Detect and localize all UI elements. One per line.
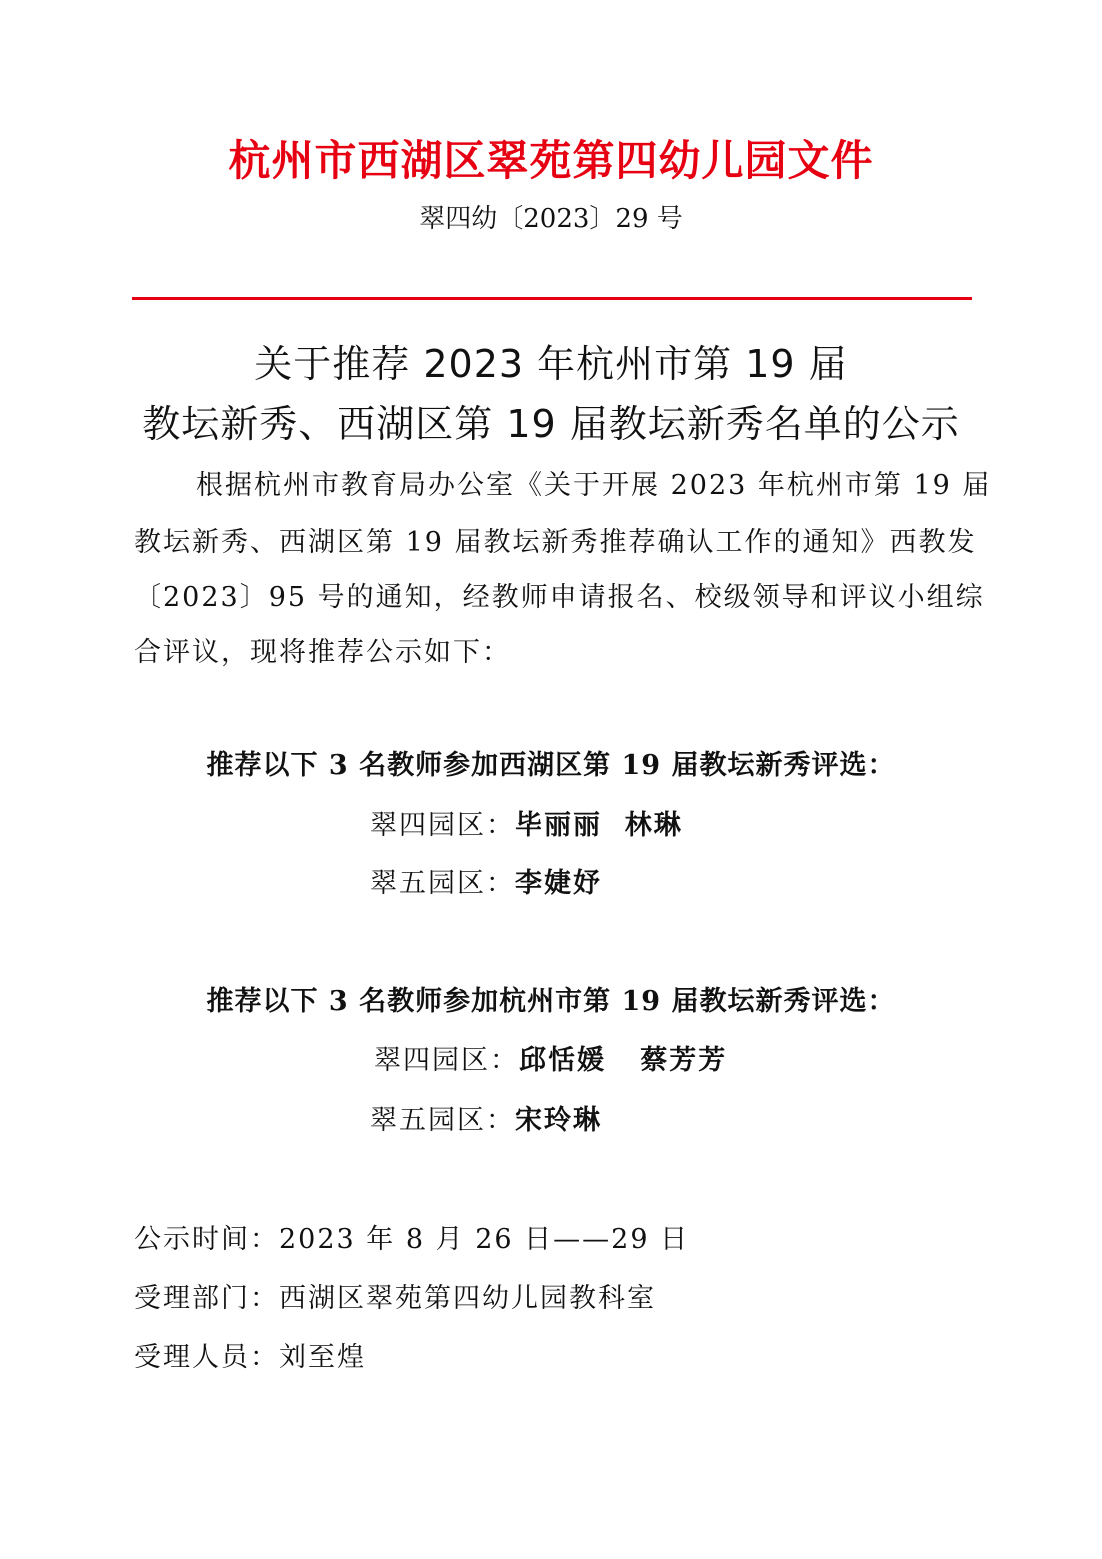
notice-title-line-1: 关于推荐 2023 年杭州市第 19 届 <box>254 342 848 386</box>
teacher-names: 毕丽丽 林琳 <box>515 810 683 841</box>
handling-department: 受理部门：西湖区翠苑第四幼儿园教科室 <box>134 1283 656 1314</box>
org-title: 杭州市西湖区翠苑第四幼儿园文件 <box>228 136 874 185</box>
section-heading-hangzhou: 推荐以下 3 名教师参加杭州市第 19 届教坛新秀评选： <box>206 986 896 1017</box>
publicity-period: 公示时间：2023 年 8 月 26 日——29 日 <box>134 1224 690 1255</box>
red-divider <box>132 297 972 300</box>
document-number: 翠四幼〔2023〕29 号 <box>419 204 683 234</box>
handling-person: 受理人员：刘至煌 <box>134 1342 366 1373</box>
teacher-names: 李婕妤 <box>515 868 602 899</box>
campus-row <box>374 1043 727 1079</box>
campus-row <box>370 808 683 844</box>
body-paragraph-line: 合评议，现将推荐公示如下： <box>134 637 511 668</box>
campus-label: 翠四园区： <box>370 810 515 841</box>
notice-title-line-2: 教坛新秀、西湖区第 19 届教坛新秀名单的公示 <box>142 402 960 446</box>
campus-label: 翠五园区： <box>370 868 515 899</box>
section-heading-xihu: 推荐以下 3 名教师参加西湖区第 19 届教坛新秀评选： <box>206 750 896 781</box>
body-paragraph-line: 教坛新秀、西湖区第 19 届教坛新秀推荐确认工作的通知》西教发 <box>134 527 977 558</box>
campus-label: 翠五园区： <box>370 1105 515 1136</box>
body-paragraph-line: 根据杭州市教育局办公室《关于开展 2023 年杭州市第 19 届 <box>196 470 992 501</box>
teacher-names: 宋玲琳 <box>515 1105 602 1136</box>
campus-row <box>370 1103 602 1139</box>
teacher-names: 邱恬媛 蔡芳芳 <box>519 1045 728 1076</box>
body-paragraph-line: 〔2023〕95 号的通知，经教师申请报名、校级领导和评议小组综 <box>134 582 985 613</box>
campus-label: 翠四园区： <box>374 1045 519 1076</box>
campus-row <box>370 866 602 902</box>
